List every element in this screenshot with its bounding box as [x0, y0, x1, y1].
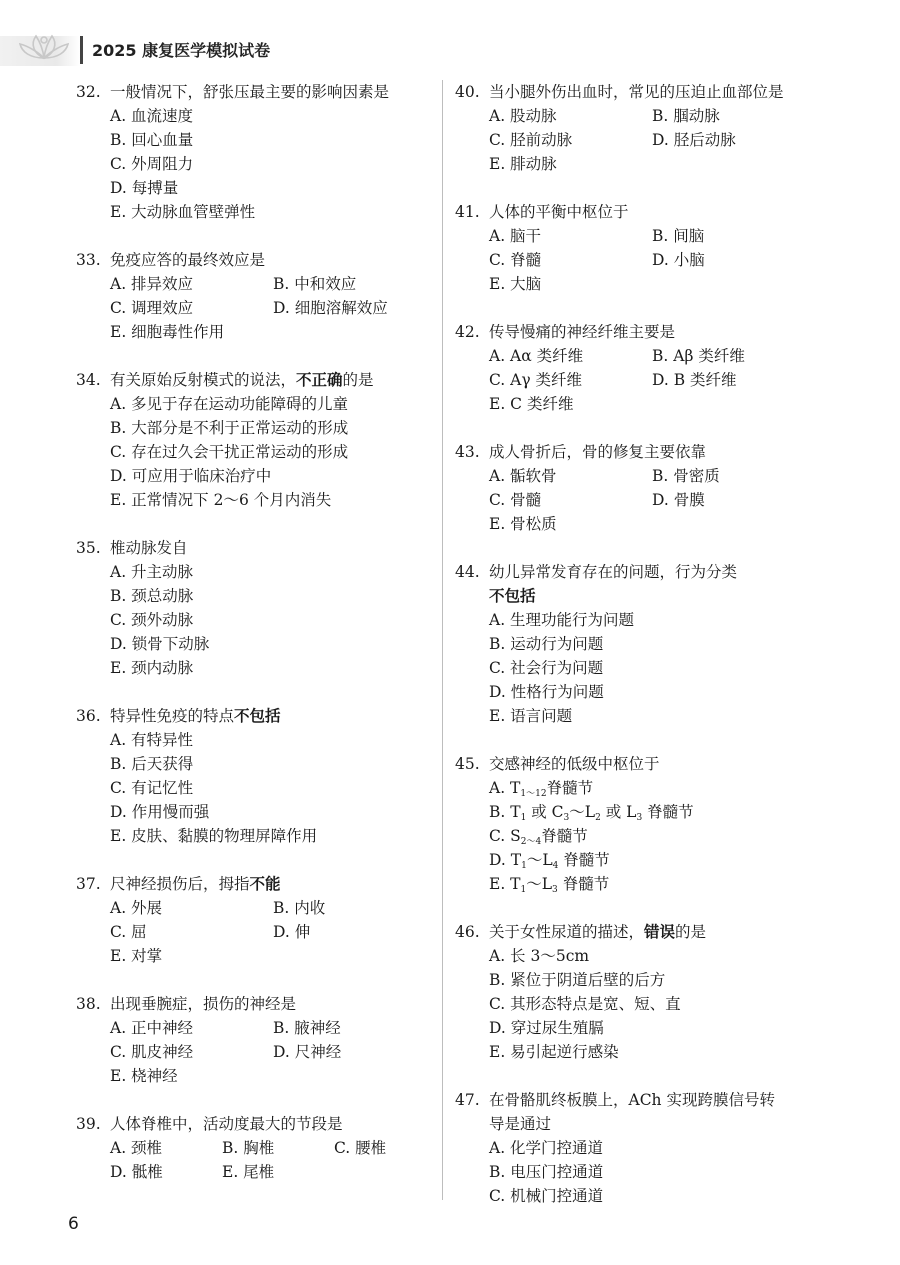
option-e: E. 细胞毒性作用 [110, 323, 225, 341]
option-d: D. 每搏量 [110, 179, 179, 197]
question-number: 40. [455, 83, 480, 101]
option-c: C. 颈外动脉 [110, 611, 194, 629]
option-c: C. $S_{2\sim 4}$脊髓节 [489, 827, 588, 847]
option-b: B. 回心血量 [110, 131, 194, 149]
option-b: B. 内收 [273, 899, 326, 917]
question-stem: 幼儿异常发育存在的问题，行为分类 [489, 563, 738, 581]
question-36 [76, 704, 434, 848]
question-number: 34. [76, 371, 101, 389]
left-column [76, 80, 434, 1208]
option-b: B. 骨密质 [652, 467, 720, 485]
option-a: A. 正中神经 [110, 1019, 194, 1037]
option-c: C. 腰椎 [334, 1139, 387, 1157]
option-c: C. 骨髓 [489, 491, 542, 509]
question-number: 43. [455, 443, 480, 461]
option-d: D. 小脑 [652, 251, 705, 269]
option-d: D. 骶椎 [110, 1163, 163, 1181]
question-stem: 人体脊椎中，活动度最大的节段是 [110, 1115, 343, 1133]
question-keyword: 不包括 [489, 587, 536, 605]
question-stem: 一般情况下，舒张压最主要的影响因素是 [110, 83, 390, 101]
option-e: E. 正常情况下 2～6 个月内消失 [110, 491, 332, 509]
option-d: D. 骨膜 [652, 491, 705, 509]
question-stem: 人体的平衡中枢位于 [489, 203, 629, 221]
option-b: B. 运动行为问题 [489, 635, 604, 653]
option-b: B. 后天获得 [110, 755, 194, 773]
option-b: B. 大部分是不利于正常运动的形成 [110, 419, 349, 437]
option-c: C. 外周阻力 [110, 155, 194, 173]
option-b: B. 紧位于阴道后壁的后方 [489, 971, 666, 989]
option-e: E. 桡神经 [110, 1067, 178, 1085]
option-e: E. 大动脉血管壁弹性 [110, 203, 256, 221]
option-b: B. 间脑 [652, 227, 705, 245]
option-d: D. 尺神经 [273, 1043, 342, 1061]
question-stem: 免疫应答的最终效应是 [110, 251, 266, 269]
question-stem: 尺神经损伤后，拇指不能 [110, 875, 281, 893]
question-number: 37. [76, 875, 101, 893]
option-c: C. 肌皮神经 [110, 1043, 194, 1061]
option-d: D. 细胞溶解效应 [273, 299, 388, 317]
option-e: E. 对掌 [110, 947, 163, 965]
question-stem: 出现垂腕症，损伤的神经是 [110, 995, 297, 1013]
question-45 [455, 752, 805, 896]
question-32 [76, 80, 434, 224]
option-a: A. 血流速度 [110, 107, 194, 125]
option-d: D. 伸 [273, 923, 311, 941]
option-a: A. Aα 类纤维 [489, 347, 584, 365]
question-stem: 关于女性尿道的描述，错误的是 [489, 923, 707, 941]
option-a: A. 脑干 [489, 227, 542, 245]
option-a: A. 多见于存在运动功能障碍的儿童 [110, 395, 349, 413]
option-c: C. 有记忆性 [110, 779, 194, 797]
option-e: E. 语言问题 [489, 707, 573, 725]
question-number: 32. [76, 83, 101, 101]
option-a: A. 长 3～5cm [489, 947, 590, 965]
option-c: C. 社会行为问题 [489, 659, 604, 677]
question-38 [76, 992, 434, 1088]
option-d: D. 可应用于临床治疗中 [110, 467, 272, 485]
option-e: E. 腓动脉 [489, 155, 557, 173]
option-a: A. 外展 [110, 899, 163, 917]
option-b: B. 颈总动脉 [110, 587, 194, 605]
column-divider [442, 80, 443, 1200]
option-a: A. 生理功能行为问题 [489, 611, 635, 629]
option-b: B. Aβ 类纤维 [652, 347, 745, 365]
option-a: A. $T_{1\sim 12}$脊髓节 [489, 779, 594, 799]
question-number: 38. [76, 995, 101, 1013]
question-number: 39. [76, 1115, 101, 1133]
option-c: C. 存在过久会干扰正常运动的形成 [110, 443, 349, 461]
option-a: A. 有特异性 [110, 731, 194, 749]
header-separator [80, 36, 83, 64]
question-number: 46. [455, 923, 480, 941]
question-number: 45. [455, 755, 480, 773]
question-number: 47. [455, 1091, 480, 1109]
page-header [0, 28, 900, 68]
question-keyword: 不包括 [234, 707, 281, 725]
option-b: B. 电压门控通道 [489, 1163, 604, 1181]
option-e: E. 皮肤、黏膜的物理屏障作用 [110, 827, 318, 845]
option-d: D. $T_1\sim L_4$ 脊髓节 [489, 851, 610, 871]
question-keyword: 错误 [644, 923, 676, 941]
question-number: 41. [455, 203, 480, 221]
option-d: D. 性格行为问题 [489, 683, 604, 701]
question-34 [76, 368, 434, 512]
question-40 [455, 80, 805, 176]
header-title: 2025 康复医学模拟试卷 [92, 41, 271, 60]
question-stem: 特异性免疫的特点不包括 [110, 707, 281, 725]
question-39 [76, 1112, 434, 1184]
option-e: E. 尾椎 [222, 1163, 275, 1181]
question-stem-continued: 导是通过 [489, 1115, 552, 1133]
question-stem: 有关原始反射模式的说法，不正确的是 [110, 371, 374, 389]
option-e: E. C 类纤维 [489, 395, 574, 413]
question-stem: 成人骨折后，骨的修复主要依靠 [489, 443, 707, 461]
option-c: C. Aγ 类纤维 [489, 371, 583, 389]
option-a: A. 排异效应 [110, 275, 194, 293]
option-b: B. 腋神经 [273, 1019, 341, 1037]
option-c: C. 机械门控通道 [489, 1187, 604, 1205]
option-c: C. 脊髓 [489, 251, 542, 269]
question-number: 36. [76, 707, 101, 725]
option-e: E. 骨松质 [489, 515, 557, 533]
option-c: C. 调理效应 [110, 299, 194, 317]
question-35 [76, 536, 434, 680]
question-44 [455, 560, 805, 728]
option-e: E. 易引起逆行感染 [489, 1043, 619, 1061]
option-b: B. $T_1$ 或 $C_3\sim L_2$ 或 $L_3$ 脊髓节 [489, 803, 694, 823]
question-41 [455, 200, 805, 296]
option-a: A. 升主动脉 [110, 563, 194, 581]
option-b: B. 胸椎 [222, 1139, 275, 1157]
question-stem: 在骨骼肌终板膜上，ACh 实现跨膜信号转 [489, 1091, 775, 1109]
option-d: D. B 类纤维 [652, 371, 737, 389]
question-37 [76, 872, 434, 968]
option-a: A. 骺软骨 [489, 467, 557, 485]
question-stem: 当小腿外伤出血时，常见的压迫止血部位是 [489, 83, 784, 101]
option-b: B. 腘动脉 [652, 107, 720, 125]
question-stem: 交感神经的低级中枢位于 [489, 755, 660, 773]
question-number: 42. [455, 323, 480, 341]
question-number: 33. [76, 251, 101, 269]
option-a: A. 股动脉 [489, 107, 557, 125]
option-c: C. 其形态特点是宽、短、直 [489, 995, 681, 1013]
option-e: E. 颈内动脉 [110, 659, 194, 677]
question-number: 44. [455, 563, 480, 581]
lotus-logo-icon [16, 28, 72, 64]
question-keyword: 不能 [249, 875, 281, 893]
page-number: 6 [68, 1214, 79, 1234]
question-47 [455, 1088, 805, 1208]
option-d: D. 胫后动脉 [652, 131, 736, 149]
question-43 [455, 440, 805, 536]
option-d: D. 锁骨下动脉 [110, 635, 210, 653]
question-keyword: 不正确 [296, 371, 343, 389]
option-d: D. 作用慢而强 [110, 803, 210, 821]
option-e: E. $T_1\sim L_3$ 脊髓节 [489, 875, 610, 895]
question-42 [455, 320, 805, 416]
option-a: A. 颈椎 [110, 1139, 163, 1157]
option-c: C. 屈 [110, 923, 147, 941]
question-stem: 传导慢痛的神经纤维主要是 [489, 323, 676, 341]
option-a: A. 化学门控通道 [489, 1139, 604, 1157]
option-d: D. 穿过尿生殖膈 [489, 1019, 604, 1037]
option-b: B. 中和效应 [273, 275, 357, 293]
question-stem: 椎动脉发自 [110, 539, 188, 557]
question-46 [455, 920, 805, 1064]
question-number: 35. [76, 539, 101, 557]
option-c: C. 胫前动脉 [489, 131, 573, 149]
right-column [455, 80, 805, 1232]
question-33 [76, 248, 434, 344]
option-e: E. 大脑 [489, 275, 542, 293]
